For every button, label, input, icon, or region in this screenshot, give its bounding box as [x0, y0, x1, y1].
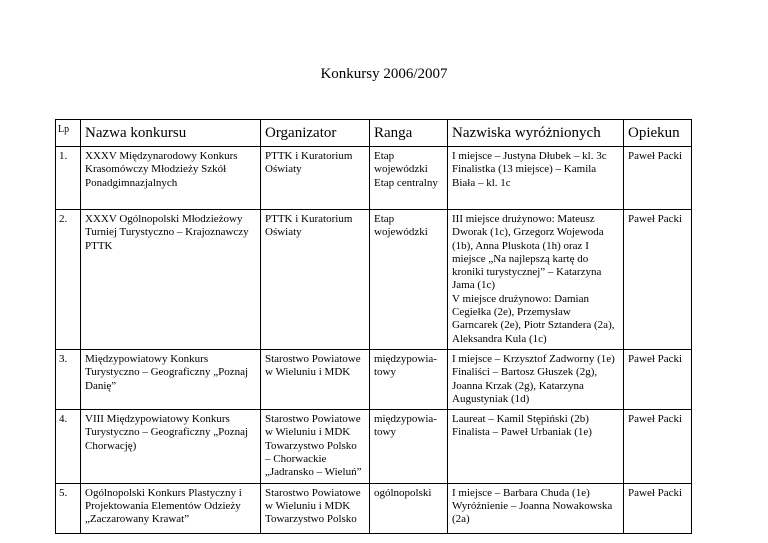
winner-line: V miejsce drużynowo: Damian Cegiełka (2e), Przemysław Garncarek (2e), Piotr Sztandera (2a), Aleksandra Kula (1c) — [452, 292, 615, 345]
row-organizer: PTTK i Kuratorium Oświaty — [261, 210, 370, 350]
header-lp: Lp — [56, 120, 81, 147]
row-tutor: Paweł Packi — [624, 210, 692, 350]
winner-line: I miejsce – Krzysztof Zadworny (1e) — [452, 352, 615, 365]
row-organizer: Starostwo Powiatowe w Wieluniu i MDK Towarzystwo Polsko — [261, 483, 370, 533]
row-name: VIII Międzypowiatowy Konkurs Turystyczno – Geograficzny „Poznaj Chorwację) — [81, 410, 261, 483]
row-tutor: Paweł Packi — [624, 483, 692, 533]
row-organizer: PTTK i Kuratorium Oświaty — [261, 147, 370, 210]
row-winners — [448, 483, 624, 533]
winner-line: Finaliści – Bartosz Głuszek (2g), Joanna Krzak (2g), Katarzyna Augustyniak (1d) — [452, 366, 598, 405]
winner-line: I miejsce – Barbara Chuda (1e) — [452, 486, 590, 499]
row-organizer: Starostwo Powiatowe w Wieluniu i MDK Towarzystwo Polsko – Chorwackie „Jadransko – Wieluń” — [261, 410, 370, 483]
header-winners: Nazwiska wyróżnionych — [448, 120, 624, 147]
header-rank: Ranga — [370, 120, 448, 147]
winner-line: Finalista – Paweł Urbaniak (1e) — [452, 426, 592, 439]
row-winners — [448, 349, 624, 409]
row-winners — [448, 147, 624, 210]
row-organizer: Starostwo Powiatowe w Wieluniu i MDK — [261, 349, 370, 409]
table-header-row — [56, 120, 692, 147]
competitions-table — [55, 119, 692, 534]
row-rank — [370, 147, 448, 210]
table-row — [56, 210, 692, 350]
table-row — [56, 483, 692, 533]
row-rank — [370, 349, 448, 409]
row-name: XXXV Międzynarodowy Konkurs Krasomówczy Młodzieży Szkół Ponadgimnazjalnych — [81, 147, 261, 210]
row-name: Ogólnopolski Konkurs Plastyczny i Projektowania Elementów Odzieży „Zaczarowany Krawat” — [81, 483, 261, 533]
row-rank — [370, 410, 448, 483]
header-organizer: Organizator — [261, 120, 370, 147]
row-winners — [448, 410, 624, 483]
table-row — [56, 410, 692, 483]
header-tutor: Opiekun — [624, 120, 692, 147]
rank-line: międzypowia-towy — [374, 352, 437, 379]
row-lp: 4. — [56, 410, 81, 483]
row-name: Międzypowiatowy Konkurs Turystyczno – Geograficzny „Poznaj Danię” — [81, 349, 261, 409]
page-title: Konkursy 2006/2007 — [320, 66, 448, 82]
winner-line: Wyróżnienie – Joanna Nowakowska (2a) — [452, 499, 613, 526]
row-lp: 2. — [56, 210, 81, 350]
row-tutor: Paweł Packi — [624, 147, 692, 210]
row-lp: 5. — [56, 483, 81, 533]
rank-line: Etap centralny — [374, 176, 438, 189]
rank-line: ogólnopolski — [374, 486, 432, 499]
rank-line: międzypowia-towy — [374, 413, 437, 439]
row-tutor: Paweł Packi — [624, 410, 692, 483]
row-rank — [370, 210, 448, 350]
row-name: XXXV Ogólnopolski Młodzieżowy Turniej Turystyczno – Krajoznawczy PTTK — [81, 210, 261, 350]
table-row — [56, 147, 692, 210]
winner-line: Laureat – Kamil Stępiński (2b) — [452, 413, 589, 426]
row-winners — [448, 210, 624, 350]
rank-line: Etap wojewódzki — [374, 150, 428, 176]
table-row — [56, 349, 692, 409]
rank-line: Etap wojewódzki — [374, 213, 428, 239]
winner-line: I miejsce – Justyna Dłubek – kl. 3c — [452, 150, 607, 162]
winner-line: Finalistka (13 miejsce) – Kamila Biała – kl. 1c — [452, 163, 597, 189]
row-rank — [370, 483, 448, 533]
winner-line: III miejsce drużynowo: Mateusz Dworak (1c), Grzegorz Wojewoda (1b), Anna Pluskota (1h) oraz I miejsce „Na najlepszą kartę do kroniki turystycznej” – Katarzyna Jama (1c) — [452, 213, 604, 292]
row-lp: 3. — [56, 349, 81, 409]
header-name: Nazwa konkursu — [81, 120, 261, 147]
row-tutor: Paweł Packi — [624, 349, 692, 409]
row-lp: 1. — [56, 147, 81, 210]
